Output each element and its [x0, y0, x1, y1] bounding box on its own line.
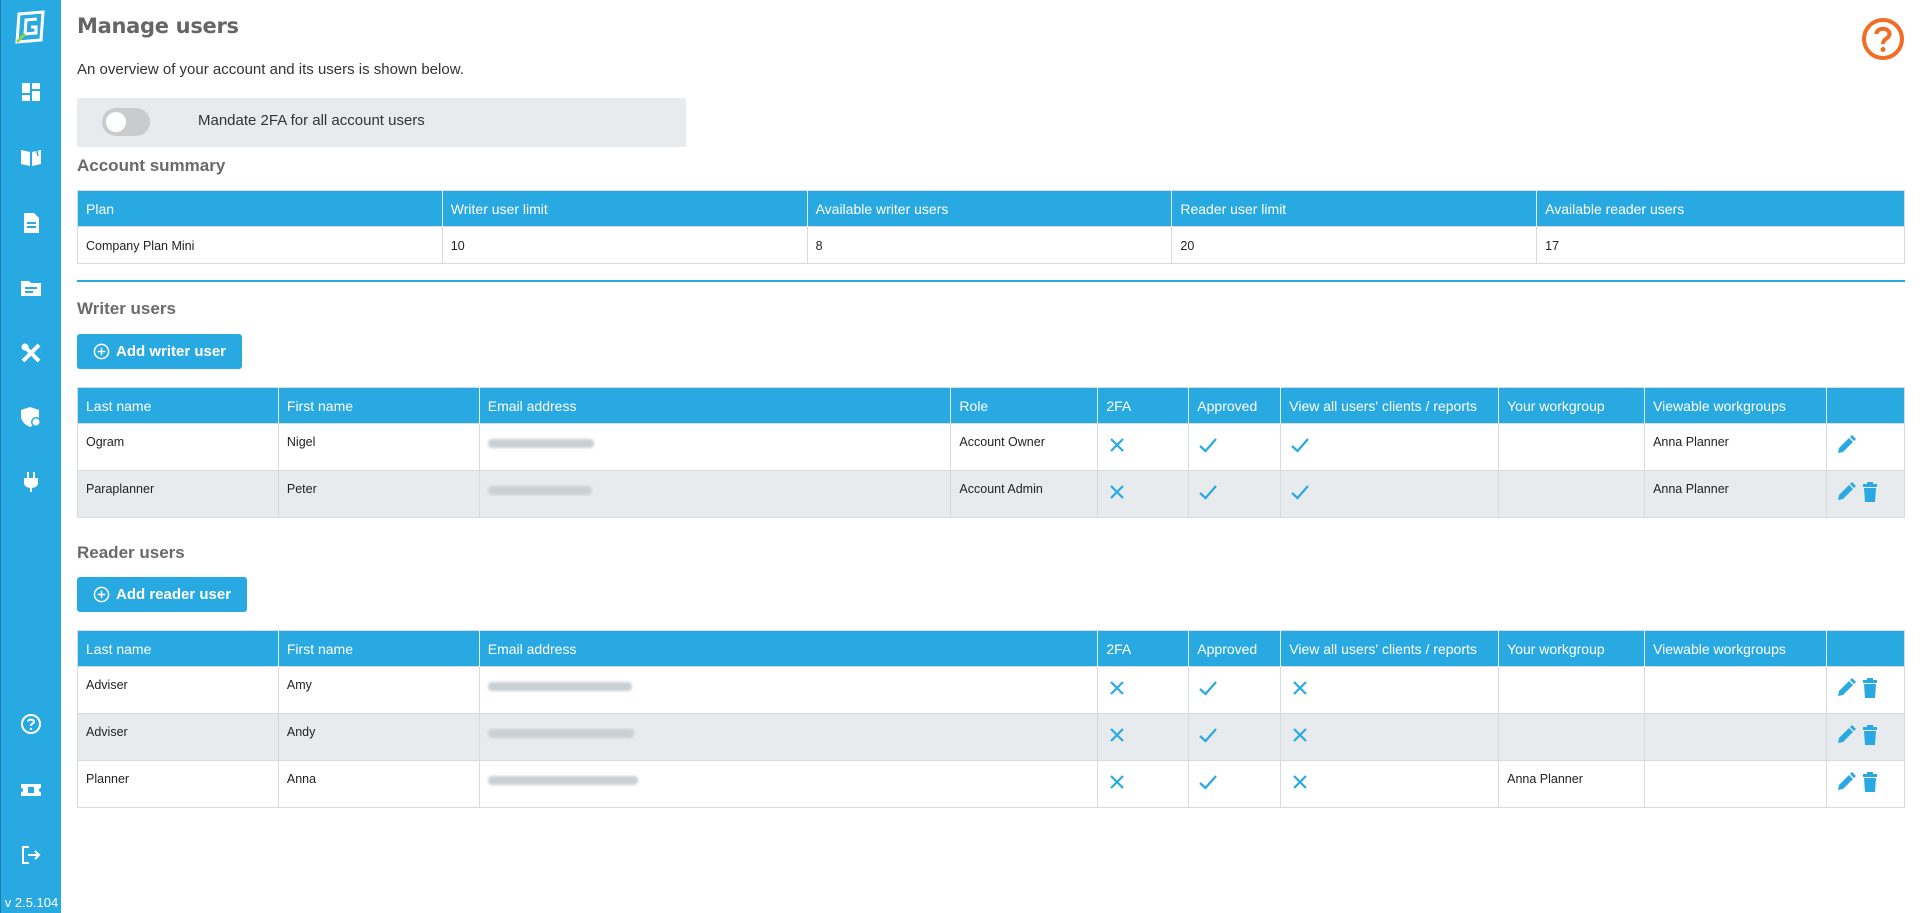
edit-icon[interactable]: [1835, 677, 1857, 699]
writer-limit-cell: 10: [442, 227, 807, 264]
view-all-cell: [1281, 667, 1499, 714]
table-row: [78, 761, 1905, 808]
column-header: Plan: [78, 191, 443, 227]
edit-icon[interactable]: [1835, 724, 1857, 746]
security-icon[interactable]: [20, 406, 42, 428]
check-icon: [1197, 771, 1219, 793]
cross-icon: [1289, 771, 1311, 793]
row-actions: [1826, 424, 1904, 471]
ticket-icon[interactable]: [20, 779, 42, 801]
app-version: v 2.5.104: [4, 895, 59, 910]
writer-users-title: Writer users: [77, 299, 176, 318]
twofa-cell: [1098, 424, 1189, 471]
main-content: [77, 0, 1905, 913]
view-all-cell: [1281, 761, 1499, 808]
table-row: [78, 471, 1905, 518]
email-cell-redacted: [479, 714, 1098, 761]
app-logo-icon[interactable]: [13, 10, 47, 44]
first-name-cell: Nigel: [278, 424, 479, 471]
column-header: Role: [951, 388, 1098, 424]
column-header: Viewable workgroups: [1645, 631, 1827, 667]
last-name-cell: Planner: [78, 761, 279, 808]
logout-icon[interactable]: [20, 844, 42, 866]
table-row: [78, 667, 1905, 714]
twofa-cell: [1098, 714, 1189, 761]
column-header: 2FA: [1098, 631, 1189, 667]
reader-users-table: [77, 630, 1905, 808]
twofa-cell: [1098, 667, 1189, 714]
redacted-email: [488, 776, 638, 785]
plug-icon[interactable]: [20, 471, 42, 493]
add-writer-user-label: Add writer user: [116, 343, 227, 360]
view-all-cell: [1281, 714, 1499, 761]
viewable-workgroups-cell: [1645, 761, 1827, 808]
check-icon: [1289, 434, 1311, 456]
dashboard-icon[interactable]: [20, 81, 42, 103]
last-name-cell: Adviser: [78, 714, 279, 761]
tools-icon[interactable]: [20, 342, 42, 364]
reader-limit-cell: 20: [1172, 227, 1537, 264]
cross-icon: [1106, 724, 1128, 746]
first-name-cell: Andy: [278, 714, 479, 761]
delete-icon[interactable]: [1859, 677, 1881, 699]
column-header: [1826, 388, 1904, 424]
role-cell: Account Owner: [951, 424, 1098, 471]
check-icon: [1197, 434, 1219, 456]
approved-cell: [1189, 667, 1281, 714]
last-name-cell: Ogram: [78, 424, 279, 471]
document-icon[interactable]: [20, 212, 42, 234]
viewable-workgroups-cell: [1645, 667, 1827, 714]
table-row: [78, 714, 1905, 761]
first-name-cell: Anna: [278, 761, 479, 808]
approved-cell: [1189, 761, 1281, 808]
plus-circle-icon: [93, 343, 110, 360]
workgroup-cell: [1499, 667, 1645, 714]
viewable-workgroups-cell: [1645, 714, 1827, 761]
cross-icon: [1289, 724, 1311, 746]
mandate-2fa-panel: [77, 98, 686, 147]
column-header: First name: [278, 631, 479, 667]
check-icon: [1289, 481, 1311, 503]
redacted-email: [488, 439, 594, 448]
redacted-email: [488, 486, 592, 495]
check-icon: [1197, 481, 1219, 503]
page-title: Manage users: [77, 14, 239, 38]
column-header: Email address: [479, 631, 1098, 667]
add-reader-user-label: Add reader user: [116, 586, 232, 603]
plan-cell: Company Plan Mini: [78, 227, 443, 264]
library-icon[interactable]: [20, 146, 42, 168]
row-actions: [1826, 761, 1904, 808]
column-header: Your workgroup: [1499, 631, 1645, 667]
column-header: [1826, 631, 1904, 667]
workgroup-cell: [1499, 714, 1645, 761]
available-readers-cell: 17: [1537, 227, 1905, 264]
check-icon: [1197, 724, 1219, 746]
column-header: Viewable workgroups: [1645, 388, 1827, 424]
workgroup-cell: Anna Planner: [1499, 761, 1645, 808]
available-writers-cell: 8: [807, 227, 1172, 264]
twofa-cell: [1098, 471, 1189, 518]
folder-icon[interactable]: [20, 277, 42, 299]
view-all-cell: [1281, 424, 1499, 471]
cross-icon: [1106, 677, 1128, 699]
mandate-2fa-label: Mandate 2FA for all account users: [198, 112, 425, 129]
row-actions: [1826, 667, 1904, 714]
email-cell-redacted: [479, 761, 1098, 808]
approved-cell: [1189, 471, 1281, 518]
cross-icon: [1106, 481, 1128, 503]
delete-icon[interactable]: [1859, 724, 1881, 746]
column-header: Email address: [479, 388, 951, 424]
view-all-cell: [1281, 471, 1499, 518]
help-icon[interactable]: [20, 713, 42, 735]
first-name-cell: Peter: [278, 471, 479, 518]
delete-icon[interactable]: [1859, 771, 1881, 793]
edit-icon[interactable]: [1835, 771, 1857, 793]
add-reader-user-button[interactable]: [77, 577, 247, 612]
row-actions: [1826, 714, 1904, 761]
email-cell-redacted: [479, 424, 951, 471]
workgroup-cell: [1499, 424, 1645, 471]
plus-circle-icon: [93, 586, 110, 603]
section-divider: [77, 280, 1905, 282]
redacted-email: [488, 682, 632, 691]
writer-users-table: [77, 387, 1905, 518]
reader-users-title: Reader users: [77, 543, 185, 562]
cross-icon: [1106, 434, 1128, 456]
row-actions: [1826, 471, 1904, 518]
last-name-cell: Adviser: [78, 667, 279, 714]
role-cell: Account Admin: [951, 471, 1098, 518]
table-row: [78, 227, 1905, 264]
column-header: View all users' clients / reports: [1281, 388, 1499, 424]
approved-cell: [1189, 714, 1281, 761]
cross-icon: [1106, 771, 1128, 793]
column-header: Available writer users: [807, 191, 1172, 227]
edit-icon[interactable]: [1835, 481, 1857, 503]
sidebar: [0, 0, 61, 913]
column-header: Approved: [1189, 631, 1281, 667]
toggle-knob: [106, 112, 126, 132]
add-writer-user-button[interactable]: [77, 334, 242, 369]
column-header: Your workgroup: [1499, 388, 1645, 424]
account-summary-table: [77, 190, 1905, 264]
column-header: Approved: [1189, 388, 1281, 424]
viewable-workgroups-cell: Anna Planner: [1645, 424, 1827, 471]
column-header: Last name: [78, 388, 279, 424]
cross-icon: [1289, 677, 1311, 699]
redacted-email: [488, 729, 634, 738]
account-summary-title: Account summary: [77, 156, 226, 175]
viewable-workgroups-cell: Anna Planner: [1645, 471, 1827, 518]
page-intro: An overview of your account and its users is shown below.: [77, 61, 464, 78]
edit-icon[interactable]: [1835, 434, 1857, 456]
column-header: Writer user limit: [442, 191, 807, 227]
column-header: Available reader users: [1537, 191, 1905, 227]
column-header: 2FA: [1098, 388, 1189, 424]
workgroup-cell: [1499, 471, 1645, 518]
column-header: Reader user limit: [1172, 191, 1537, 227]
help-icon[interactable]: [1861, 17, 1905, 61]
column-header: View all users' clients / reports: [1281, 631, 1499, 667]
mandate-2fa-toggle[interactable]: [102, 108, 150, 136]
column-header: First name: [278, 388, 479, 424]
first-name-cell: Amy: [278, 667, 479, 714]
twofa-cell: [1098, 761, 1189, 808]
approved-cell: [1189, 424, 1281, 471]
delete-icon[interactable]: [1859, 481, 1881, 503]
email-cell-redacted: [479, 667, 1098, 714]
table-row: [78, 424, 1905, 471]
check-icon: [1197, 677, 1219, 699]
email-cell-redacted: [479, 471, 951, 518]
column-header: Last name: [78, 631, 279, 667]
last-name-cell: Paraplanner: [78, 471, 279, 518]
